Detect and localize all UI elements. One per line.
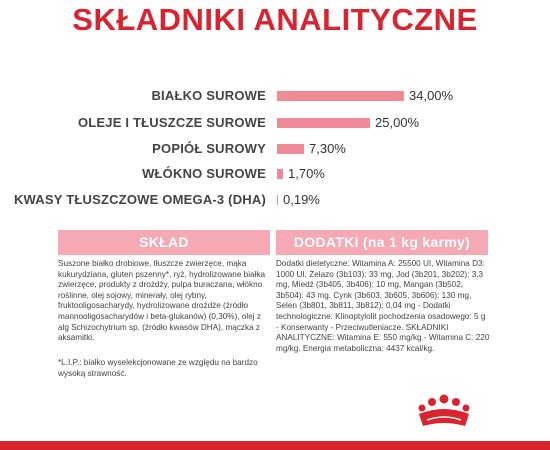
nutrient-row <box>0 137 550 161</box>
nutrient-row <box>0 84 550 108</box>
nutrient-bar <box>277 195 278 205</box>
page-title: SKŁADNIKI ANALITYCZNE <box>72 2 478 37</box>
nutrient-bar <box>277 169 283 179</box>
nutrient-label: WŁÓKNO SUROWE <box>142 166 266 181</box>
nutrient-label: POPIÓŁ SUROWY <box>152 141 266 156</box>
composition-text: Suszone białko drobiowe, tłuszcze zwierzęce, mąka kukurydziana, gluten pszenny*, ryż, hydrolizowane białka zwierzęce, produkty z drożdży, pulpa buraczana, włókno roślinne, olej sojowy, minerały, olej rybny, fruktooligosacharydy, hydrolizowane drożdże (źródło mannooligosacharydów i beta-glukanów) (0,30%), olej z alg Schizochytrium sp. (źródło kwasów DHA), mączka z aksamitki. <box>58 259 266 343</box>
nutrient-label: BIAŁKO SUROWE <box>151 88 266 103</box>
nutrient-row <box>0 162 550 186</box>
nutrient-value: 7,30% <box>309 141 346 156</box>
royal-canin-crown-icon <box>415 392 473 430</box>
nutrient-label: KWASY TŁUSZCZOWE OMEGA-3 (DHA) <box>13 192 266 207</box>
composition-note: *L.I.P.: białko wyselekcjonowane ze względu na bardzo wysoką strawność. <box>58 358 258 378</box>
nutrient-bar <box>277 144 304 154</box>
nutrient-value: 1,70% <box>288 166 325 181</box>
nutrient-bar <box>277 118 370 128</box>
nutrient-row <box>0 188 550 212</box>
additives-text: Dodatki dietetyczne: Witamina A: 25500 UI, Witamina D3: 1000 UI, Żelazo (3b103): 33 mg, Jod (3b201, 3b202): 3,3 mg, Miedź (3b405, 3b406): 10 mg, Mangan (3b502, 3b504): 43 mg, Cynk (3b603, 3b605, 3b606): 130 mg, Selen (3b801, 3b811, 3b812): 0,04 mg - Dodatki technologiczne: Klinoptylolit pochodzenia osadowego: 5 g - Konserwanty - Przeciwutleniacze. SKŁADNIKI ANALITYCZNE: Witamina E: 550 mg/kg - Witamina C: 220 mg/kg. Energia metaboliczna: 4437 kcal/kg. <box>276 259 490 353</box>
composition-heading: SKŁAD <box>58 230 270 255</box>
nutrient-label: OLEJE I TŁUSZCZE SUROWE <box>77 115 266 130</box>
bottom-brand-band <box>0 441 550 450</box>
nutrient-bar <box>277 91 404 101</box>
nutrient-value: 0,19% <box>283 192 320 207</box>
nutrient-row <box>0 111 550 135</box>
nutrient-value: 34,00% <box>409 88 454 103</box>
additives-heading: DODATKI (na 1 kg karmy) <box>276 230 488 255</box>
nutrient-value: 25,00% <box>375 115 420 130</box>
